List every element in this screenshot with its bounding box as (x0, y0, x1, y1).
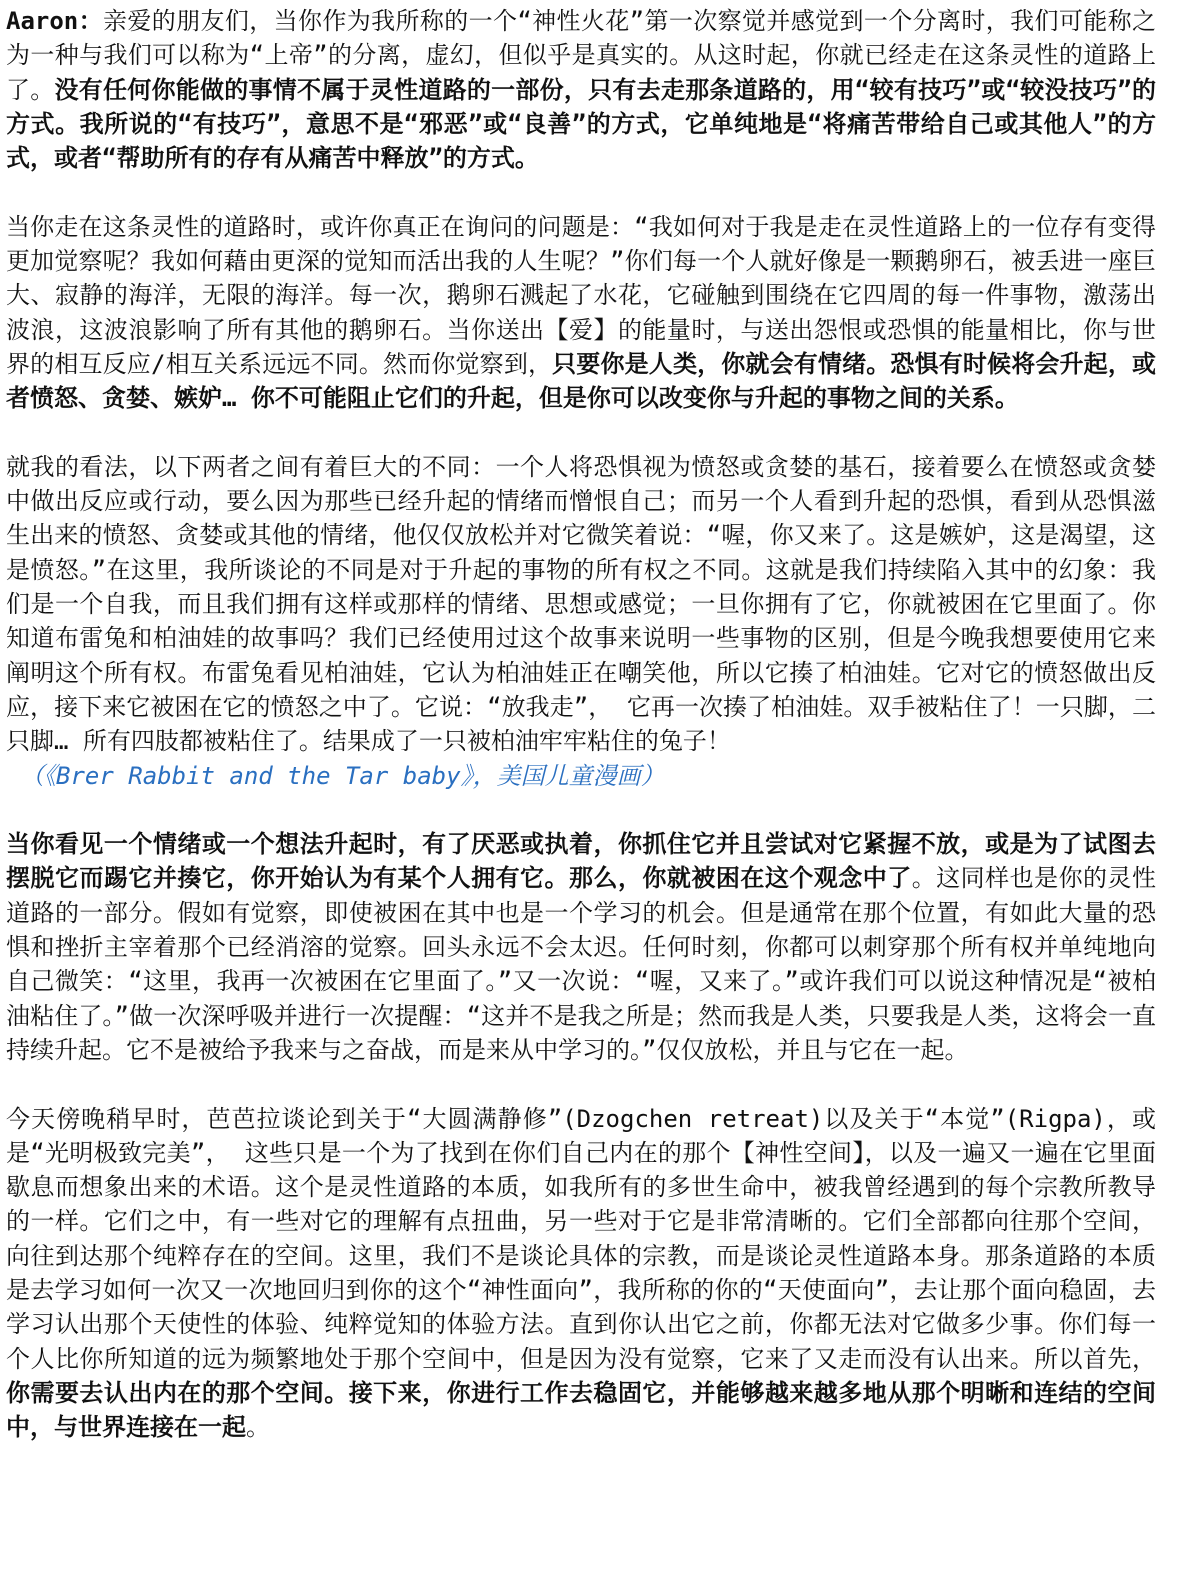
paragraph-bold-text: 当你看见一个情绪或一个想法升起时，有了厌恶或执着，你抓住它并且尝试对它紧握不放，或是为了试图去摆脱它而踢它并揍它，你开始认为有某个人拥有它。那么，你就被困在这个观念中了 (6, 830, 1156, 893)
paragraph-text: 。 (246, 1413, 270, 1442)
paragraph-text: 就我的看法，以下两者之间有着巨大的不同：一个人将恐惧视为愤怒或贪婪的基石，接着要么在愤怒或贪婪中做出反应或行动，要么因为那些已经升起的情绪而憎恨自己；而另一个人看到升起的恐惧，看到从恐惧滋生出来的愤怒、贪婪或其他的情绪，他仅仅放松并对它微笑着说：“喔，你又来了。这是嫉妒，这是渴望，这是愤怒。”在这里，我所谈论的不同是对于升起的事物的所有权之不同。这就是我们持续陷入其中的幻象：我们是一个自我，而且我们拥有这样或那样的情绪、思想或感觉；一旦你拥有了它，你就被困在它里面了。你知道布雷兔和柏油娃的故事吗？我们已经使用过这个故事来说明一些事物的区别，但是今晚我想要使用它来阐明这个所有权。布雷兔看见柏油娃，它认为柏油娃正在嘲笑他，所以它揍了柏油娃。它对它的愤怒做出反应，接下来它被困在它的愤怒之中了。它说：“放我走”， 它再一次揍了柏油娃。双手被粘住了！一只脚，二只脚… 所有四肢都被粘住了。结果成了一只被柏油牢牢粘住的兔子！ (6, 452, 1156, 756)
paragraph-4 (6, 827, 1156, 1067)
paragraph-3 (6, 450, 1156, 793)
document-body (6, 4, 1156, 1444)
paragraph-5 (6, 1102, 1156, 1445)
paragraph-text: 当你走在这条灵性的道路时，或许你真正在询问的问题是：“我如何对于我是走在灵性道路上的一位存有变得更加觉察呢？我如何藉由更深的觉知而活出我的人生呢？”你们每一个人就好像是一颗鹅卵石，被丢进一座巨大、寂静的海洋，无限的海洋。每一次，鹅卵石溅起了水花，它碰触到围绕在它四周的每一件事物，激荡出波浪，这波浪影响了所有其他的鹅卵石。当你送出【爱】的能量时，与送出怨恨或恐惧的能量相比，你与世界的相互反应/相互关系远远不同。然而你觉察到， (6, 212, 1156, 378)
paragraph-text: 。这同样也是你的灵性道路的一部分。假如有觉察，即使被困在其中也是一个学习的机会。但是通常在那个位置，有如此大量的恐惧和挫折主宰着那个已经消溶的觉察。回头永远不会太迟。任何时刻，你都可以刺穿那个所有权并单纯地向自己微笑：“这里，我再一次被困在它里面了。”又一次说：“喔，又来了。”或许我们可以说这种情况是“被柏油粘住了。”做一次深呼吸并进行一次提醒：“这并不是我之所是；然而我是人类，只要我是人类，这将会一直持续升起。它不是被给予我来与之奋战，而是来从中学习的。”仅仅放松，并且与它在一起。 (6, 864, 1157, 1064)
paragraph-text: 今天傍晚稍早时，芭芭拉谈论到关于“大圆满静修”(Dzogchen retreat)以及关于“本觉”(Rigpa)，或是“光明极致完美”， 这些只是一个为了找到在你们自己内在的那个【神性空间】，以及一遍又一遍在它里面歇息而想象出来的术语。这个是灵性道路的本质，如我所有的多世生命中，被我曾经遇到的每个宗教所教导的一样。它们之中，有一些对它的理解有点扭曲，另一些对于它是非常清晰的。它们全部都向往那个空间，向往到达那个纯粹存在的空间。这里，我们不是谈论具体的宗教，而是谈论灵性道路本身。那条道路的本质是去学习如何一次又一次地回归到你的这个“神性面向”，我所称的你的“天使面向”，去让那个面向稳固，去学习认出那个天使性的体验、纯粹觉知的体验方法。直到你认出它之前，你都无法对它做多少事。你们每一个人比你所知道的远为频繁地处于那个空间中，但是因为没有觉察，它来了又走而没有认出来。所以首先， (6, 1104, 1156, 1373)
paragraph-bold-text: 只要你是人类，你就会有情绪。恐惧有时候将会升起，或者愤怒、贪婪、嫉妒… 你不可能阻止它们的升起，但是你可以改变你与升起的事物之间的关系。 (6, 349, 1156, 413)
paragraph-bold-text: 你需要去认出内在的那个空间。接下来，你进行工作去稳固它，并能够越来越多地从那个明晰和连结的空间中，与世界连接在一起 (6, 1378, 1156, 1442)
speaker-label: Aaron： (6, 7, 103, 35)
paragraph-1 (6, 4, 1156, 175)
paragraph-text: 亲爱的朋友们，当你作为我所称的一个“神性火花”第一次察觉并感觉到一个分离时，我们可能称之为一种与我们可以称为“上帝”的分离，虚幻，但似乎是真实的。从这时起，你就已经走在这条灵性的道路上了。 (6, 7, 1156, 104)
paragraph-2 (6, 210, 1156, 416)
paragraph-bold-text: 没有任何你能做的事情不属于灵性道路的一部份，只有去走那条道路的，用“较有技巧”或“较没技巧”的方式。我所说的“有技巧”，意思不是“邪恶”或“良善”的方式，它单纯地是“将痛苦带给自己或其他人”的方式，或者“帮助所有的存有从痛苦中释放”的方式。 (6, 75, 1157, 173)
caption-note: （《Brer Rabbit and the Tar baby》，美国儿童漫画） (20, 761, 665, 790)
